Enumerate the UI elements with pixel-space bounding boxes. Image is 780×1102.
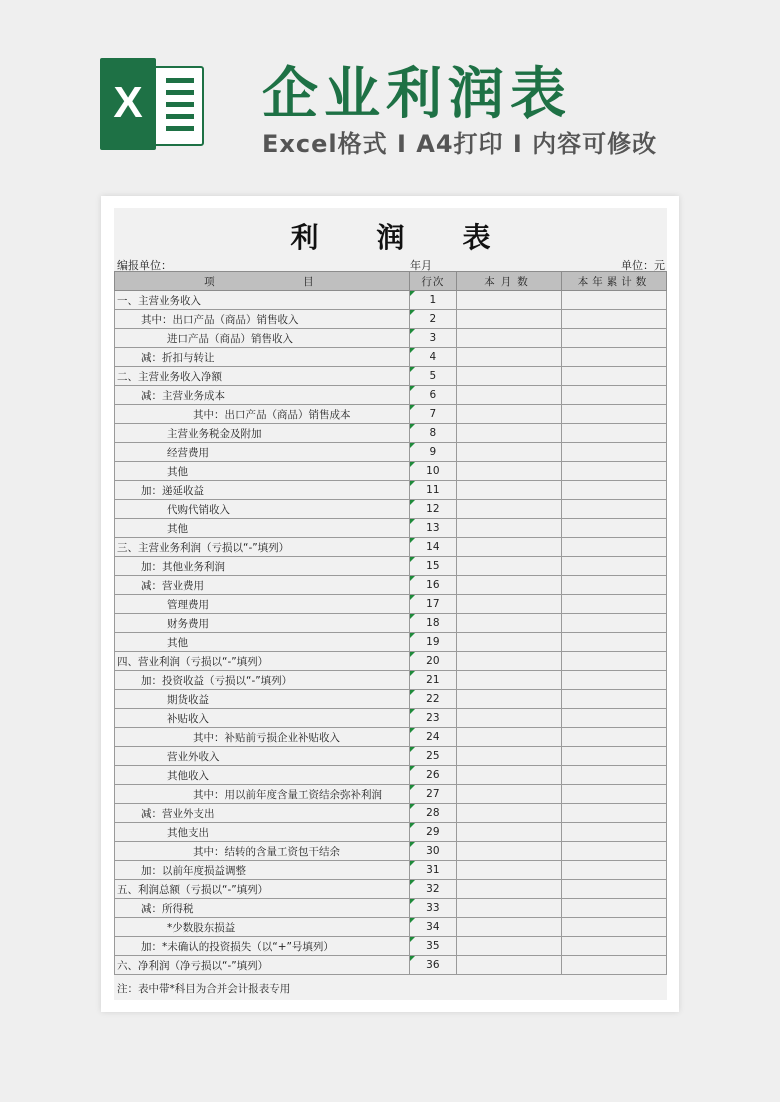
year-to-date-cell[interactable] bbox=[562, 899, 667, 918]
table-row bbox=[115, 614, 667, 633]
row-item-cell[interactable]: 其中：补贴前亏损企业补贴收入 bbox=[115, 728, 410, 747]
row-number-cell[interactable]: 14 bbox=[409, 538, 456, 557]
table-row bbox=[115, 823, 667, 842]
current-month-cell[interactable] bbox=[457, 443, 562, 462]
year-to-date-cell[interactable] bbox=[562, 443, 667, 462]
current-month-cell[interactable] bbox=[457, 291, 562, 310]
row-item-cell[interactable]: 一、主营业务收入 bbox=[115, 291, 410, 310]
year-to-date-cell[interactable] bbox=[562, 804, 667, 823]
current-month-cell[interactable] bbox=[457, 576, 562, 595]
current-month-cell[interactable] bbox=[457, 633, 562, 652]
current-month-cell[interactable] bbox=[457, 557, 562, 576]
table-row bbox=[115, 652, 667, 671]
current-month-cell[interactable] bbox=[457, 690, 562, 709]
year-to-date-cell[interactable] bbox=[562, 538, 667, 557]
row-number-cell[interactable]: 30 bbox=[409, 842, 456, 861]
excel-logo-icon bbox=[100, 58, 210, 148]
year-to-date-cell[interactable] bbox=[562, 690, 667, 709]
current-month-cell[interactable] bbox=[457, 348, 562, 367]
row-item-cell[interactable]: 代购代销收入 bbox=[115, 500, 410, 519]
table-row bbox=[115, 899, 667, 918]
year-to-date-cell[interactable] bbox=[562, 367, 667, 386]
current-month-cell[interactable] bbox=[457, 747, 562, 766]
row-item-cell[interactable]: 加：递延收益 bbox=[115, 481, 410, 500]
table-row bbox=[115, 880, 667, 899]
page-subtitle: Excel格式 I A4打印 I 内容可修改 bbox=[262, 130, 658, 158]
row-item-cell[interactable]: 其他收入 bbox=[115, 766, 410, 785]
current-month-cell[interactable] bbox=[457, 671, 562, 690]
date-label: 年月 bbox=[410, 259, 432, 272]
row-number-cell[interactable]: 10 bbox=[409, 462, 456, 481]
row-item-cell[interactable]: 其中：出口产品（商品）销售成本 bbox=[115, 405, 410, 424]
row-number-cell[interactable]: 19 bbox=[409, 633, 456, 652]
table-row bbox=[115, 671, 667, 690]
current-month-cell[interactable] bbox=[457, 462, 562, 481]
table-row bbox=[115, 519, 667, 538]
header-current-month: 本月数 bbox=[457, 272, 562, 291]
year-to-date-cell[interactable] bbox=[562, 595, 667, 614]
row-number-cell[interactable]: 25 bbox=[409, 747, 456, 766]
row-item-cell[interactable]: 管理费用 bbox=[115, 595, 410, 614]
table-row bbox=[115, 747, 667, 766]
logo-letter: X bbox=[113, 78, 143, 127]
spreadsheet bbox=[114, 208, 667, 1000]
row-number-cell[interactable]: 8 bbox=[409, 424, 456, 443]
row-number-cell[interactable]: 17 bbox=[409, 595, 456, 614]
row-number-cell[interactable]: 3 bbox=[409, 329, 456, 348]
row-number-cell[interactable]: 31 bbox=[409, 861, 456, 880]
row-number-cell[interactable]: 13 bbox=[409, 519, 456, 538]
table-row bbox=[115, 367, 667, 386]
current-month-cell[interactable] bbox=[457, 842, 562, 861]
table-row bbox=[115, 842, 667, 861]
current-month-cell[interactable] bbox=[457, 614, 562, 633]
current-month-cell[interactable] bbox=[457, 538, 562, 557]
table-row bbox=[115, 804, 667, 823]
row-item-cell[interactable]: 三、主营业务利润（亏损以“-”填列） bbox=[115, 538, 410, 557]
row-number-cell[interactable]: 29 bbox=[409, 823, 456, 842]
row-number-cell[interactable]: 12 bbox=[409, 500, 456, 519]
reporting-unit-label: 编报单位： bbox=[117, 259, 172, 272]
year-to-date-cell[interactable] bbox=[562, 386, 667, 405]
current-month-cell[interactable] bbox=[457, 766, 562, 785]
current-month-cell[interactable] bbox=[457, 956, 562, 975]
year-to-date-cell[interactable] bbox=[562, 918, 667, 937]
currency-unit-label: 单位：元 bbox=[621, 259, 665, 272]
year-to-date-cell[interactable] bbox=[562, 709, 667, 728]
row-number-cell[interactable]: 4 bbox=[409, 348, 456, 367]
row-number-cell[interactable]: 28 bbox=[409, 804, 456, 823]
table-row bbox=[115, 557, 667, 576]
table-row bbox=[115, 291, 667, 310]
current-month-cell[interactable] bbox=[457, 519, 562, 538]
table-row bbox=[115, 405, 667, 424]
current-month-cell[interactable] bbox=[457, 386, 562, 405]
year-to-date-cell[interactable] bbox=[562, 861, 667, 880]
row-number-cell[interactable]: 22 bbox=[409, 690, 456, 709]
table-row bbox=[115, 956, 667, 975]
row-number-cell[interactable]: 15 bbox=[409, 557, 456, 576]
row-number-cell[interactable]: 2 bbox=[409, 310, 456, 329]
row-item-cell[interactable]: 进口产品（商品）销售收入 bbox=[115, 329, 410, 348]
year-to-date-cell[interactable] bbox=[562, 405, 667, 424]
row-number-cell[interactable]: 18 bbox=[409, 614, 456, 633]
year-to-date-cell[interactable] bbox=[562, 462, 667, 481]
banner bbox=[0, 0, 780, 190]
year-to-date-cell[interactable] bbox=[562, 633, 667, 652]
header-item: 项 目 bbox=[115, 272, 410, 291]
row-number-cell[interactable]: 27 bbox=[409, 785, 456, 804]
year-to-date-cell[interactable] bbox=[562, 823, 667, 842]
row-number-cell[interactable]: 24 bbox=[409, 728, 456, 747]
year-to-date-cell[interactable] bbox=[562, 576, 667, 595]
row-item-cell[interactable]: 补贴收入 bbox=[115, 709, 410, 728]
current-month-cell[interactable] bbox=[457, 481, 562, 500]
sheet-title: 利润表 bbox=[290, 221, 549, 254]
row-number-cell[interactable]: 9 bbox=[409, 443, 456, 462]
row-item-cell[interactable]: 加：投资收益（亏损以“-”填列） bbox=[115, 671, 410, 690]
table-row bbox=[115, 709, 667, 728]
current-month-cell[interactable] bbox=[457, 880, 562, 899]
current-month-cell[interactable] bbox=[457, 918, 562, 937]
table-row bbox=[115, 576, 667, 595]
row-item-cell[interactable]: 财务费用 bbox=[115, 614, 410, 633]
page-title: 企业利润表 bbox=[262, 62, 572, 127]
current-month-cell[interactable] bbox=[457, 329, 562, 348]
footnote: 注：表中带*科目为合并会计报表专用 bbox=[117, 983, 291, 995]
table-row bbox=[115, 766, 667, 785]
year-to-date-cell[interactable] bbox=[562, 481, 667, 500]
year-to-date-cell[interactable] bbox=[562, 766, 667, 785]
table-row bbox=[115, 538, 667, 557]
row-item-cell[interactable]: 其他 bbox=[115, 519, 410, 538]
current-month-cell[interactable] bbox=[457, 861, 562, 880]
row-item-cell[interactable]: 加：其他业务利润 bbox=[115, 557, 410, 576]
row-item-cell[interactable]: 减：所得税 bbox=[115, 899, 410, 918]
row-item-cell[interactable]: 加：*未确认的投资损失（以“+”号填列） bbox=[115, 937, 410, 956]
current-month-cell[interactable] bbox=[457, 652, 562, 671]
year-to-date-cell[interactable] bbox=[562, 519, 667, 538]
row-item-cell[interactable]: 减：营业费用 bbox=[115, 576, 410, 595]
row-number-cell[interactable]: 21 bbox=[409, 671, 456, 690]
row-item-cell[interactable]: 期货收益 bbox=[115, 690, 410, 709]
current-month-cell[interactable] bbox=[457, 424, 562, 443]
current-month-cell[interactable] bbox=[457, 823, 562, 842]
header-year-to-date: 本年累计数 bbox=[562, 272, 667, 291]
table-row bbox=[115, 310, 667, 329]
current-month-cell[interactable] bbox=[457, 785, 562, 804]
row-number-cell[interactable]: 7 bbox=[409, 405, 456, 424]
current-month-cell[interactable] bbox=[457, 728, 562, 747]
year-to-date-cell[interactable] bbox=[562, 842, 667, 861]
profit-table bbox=[114, 271, 667, 975]
row-item-cell[interactable]: 其他支出 bbox=[115, 823, 410, 842]
current-month-cell[interactable] bbox=[457, 367, 562, 386]
row-item-cell[interactable]: 营业外收入 bbox=[115, 747, 410, 766]
row-item-cell[interactable]: 减：折扣与转让 bbox=[115, 348, 410, 367]
table-row bbox=[115, 633, 667, 652]
year-to-date-cell[interactable] bbox=[562, 348, 667, 367]
table-row bbox=[115, 785, 667, 804]
row-item-cell[interactable]: 四、营业利润（亏损以“-”填列） bbox=[115, 652, 410, 671]
row-number-cell[interactable]: 32 bbox=[409, 880, 456, 899]
table-row bbox=[115, 937, 667, 956]
year-to-date-cell[interactable] bbox=[562, 728, 667, 747]
row-number-cell[interactable]: 36 bbox=[409, 956, 456, 975]
row-item-cell[interactable]: 其中：出口产品（商品）销售收入 bbox=[115, 310, 410, 329]
row-item-cell[interactable]: 其中：用以前年度含量工资结余弥补利润 bbox=[115, 785, 410, 804]
table-row bbox=[115, 500, 667, 519]
row-item-cell[interactable]: 六、净利润（净亏损以“-”填列） bbox=[115, 956, 410, 975]
row-item-cell[interactable]: 经营费用 bbox=[115, 443, 410, 462]
year-to-date-cell[interactable] bbox=[562, 671, 667, 690]
row-number-cell[interactable]: 33 bbox=[409, 899, 456, 918]
table-row bbox=[115, 690, 667, 709]
row-item-cell[interactable]: 减：主营业务成本 bbox=[115, 386, 410, 405]
row-item-cell[interactable]: 加：以前年度损益调整 bbox=[115, 861, 410, 880]
row-number-cell[interactable]: 16 bbox=[409, 576, 456, 595]
current-month-cell[interactable] bbox=[457, 500, 562, 519]
year-to-date-cell[interactable] bbox=[562, 310, 667, 329]
table-row bbox=[115, 348, 667, 367]
row-item-cell[interactable]: 五、利润总额（亏损以“-”填列） bbox=[115, 880, 410, 899]
row-number-cell[interactable]: 5 bbox=[409, 367, 456, 386]
table-row bbox=[115, 861, 667, 880]
table-header-row bbox=[115, 272, 667, 291]
table-row bbox=[115, 595, 667, 614]
row-item-cell[interactable]: *少数股东损益 bbox=[115, 918, 410, 937]
year-to-date-cell[interactable] bbox=[562, 785, 667, 804]
table-row bbox=[115, 462, 667, 481]
row-item-cell[interactable]: 其他 bbox=[115, 462, 410, 481]
year-to-date-cell[interactable] bbox=[562, 424, 667, 443]
row-number-cell[interactable]: 11 bbox=[409, 481, 456, 500]
year-to-date-cell[interactable] bbox=[562, 937, 667, 956]
table-row bbox=[115, 424, 667, 443]
table-row bbox=[115, 918, 667, 937]
year-to-date-cell[interactable] bbox=[562, 747, 667, 766]
row-item-cell[interactable]: 其中：结转的含量工资包干结余 bbox=[115, 842, 410, 861]
row-item-cell[interactable]: 减：营业外支出 bbox=[115, 804, 410, 823]
row-number-cell[interactable]: 6 bbox=[409, 386, 456, 405]
year-to-date-cell[interactable] bbox=[562, 956, 667, 975]
current-month-cell[interactable] bbox=[457, 595, 562, 614]
table-row bbox=[115, 329, 667, 348]
year-to-date-cell[interactable] bbox=[562, 614, 667, 633]
year-to-date-cell[interactable] bbox=[562, 291, 667, 310]
row-item-cell[interactable]: 二、主营业务收入净额 bbox=[115, 367, 410, 386]
current-month-cell[interactable] bbox=[457, 310, 562, 329]
year-to-date-cell[interactable] bbox=[562, 557, 667, 576]
current-month-cell[interactable] bbox=[457, 899, 562, 918]
row-number-cell[interactable]: 23 bbox=[409, 709, 456, 728]
table-row bbox=[115, 443, 667, 462]
row-number-cell[interactable]: 20 bbox=[409, 652, 456, 671]
table-row bbox=[115, 386, 667, 405]
current-month-cell[interactable] bbox=[457, 804, 562, 823]
current-month-cell[interactable] bbox=[457, 405, 562, 424]
year-to-date-cell[interactable] bbox=[562, 880, 667, 899]
year-to-date-cell[interactable] bbox=[562, 652, 667, 671]
current-month-cell[interactable] bbox=[457, 937, 562, 956]
current-month-cell[interactable] bbox=[457, 709, 562, 728]
row-number-cell[interactable]: 1 bbox=[409, 291, 456, 310]
year-to-date-cell[interactable] bbox=[562, 329, 667, 348]
row-number-cell[interactable]: 26 bbox=[409, 766, 456, 785]
year-to-date-cell[interactable] bbox=[562, 500, 667, 519]
row-item-cell[interactable]: 主营业务税金及附加 bbox=[115, 424, 410, 443]
row-item-cell[interactable]: 其他 bbox=[115, 633, 410, 652]
table-row bbox=[115, 481, 667, 500]
row-number-cell[interactable]: 35 bbox=[409, 937, 456, 956]
table-row bbox=[115, 728, 667, 747]
document-page bbox=[101, 196, 679, 1012]
header-row-number: 行次 bbox=[409, 272, 456, 291]
row-number-cell[interactable]: 34 bbox=[409, 918, 456, 937]
